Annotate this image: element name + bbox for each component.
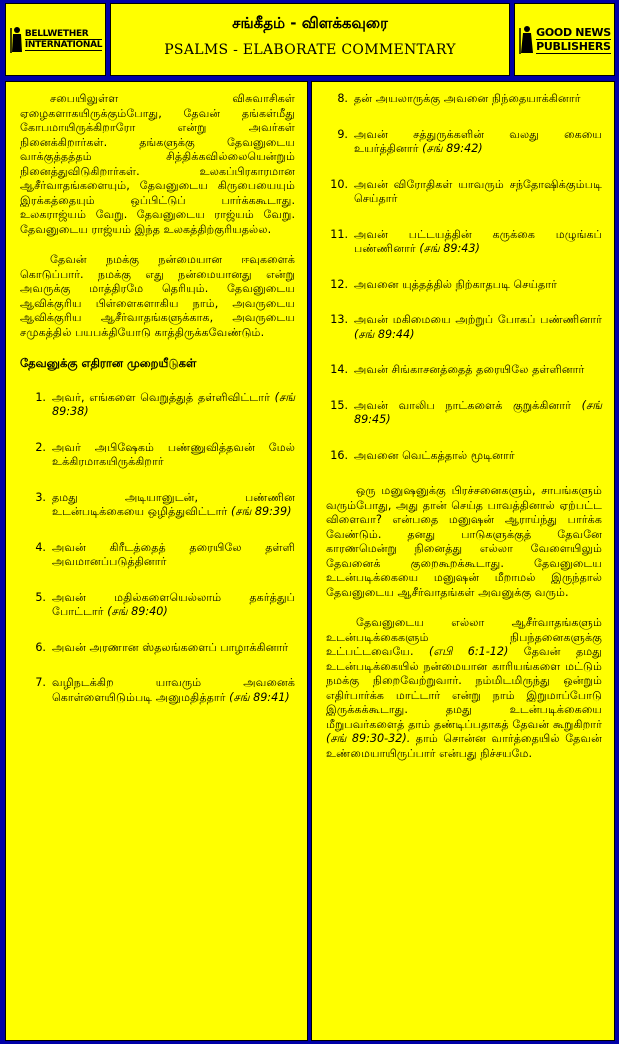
list-item: 14. அவன் சிங்காசனத்தைத் தரையிலே தள்ளினார் bbox=[330, 363, 585, 376]
list-item: 8. தன் அயலாருக்கு அவனை நிந்தையாக்கினார் bbox=[337, 92, 581, 105]
right-paragraph-1: ஒரு மனுஷனுக்கு பிரச்சனைகளும், சாபங்களும் வரும்போது, அது தான் செய்த பாவத்தினால் ஏற்பட்ட விளைவா? என்பதை மனுஷன் ஆராய்ந்து பார்க்க வேண்டும். தனது பாடுகளுக்குத் தேவனே காரணமென்று நினைத்து எல்லா வேளையிலும் தேவனைக் குறைகூறக்கூடாது. தேவனுடைய உடன்படிக்கையை மனுஷன் மீறாமல் இருந்தால் தேவனுடைய ஆசீர்வாதங்கள் அவனுக்கு வரும். bbox=[326, 484, 602, 599]
list-item: 5. அவன் மதில்களையெல்லாம் தகர்த்துப் போட்டார் (சங் 89:40) bbox=[35, 590, 295, 618]
list-item: 7. வழிநடக்கிற யாவரும் அவனைக் கொள்ளையிடும்படி அனுமதித்தார் (சங் 89:41) bbox=[35, 676, 295, 704]
list-item: 13. அவன் மகிமையை அற்றுப் போகப் பண்ணினார் (சங் 89:44) bbox=[330, 313, 602, 341]
list-item: 3. தமது அடியானுடன், பண்ணின உடன்படிக்கையை ஒழித்துவிட்டார் (சங் 89:39) bbox=[35, 490, 295, 518]
right-column bbox=[311, 81, 615, 1041]
right-logo-line1: GOOD NEWS bbox=[536, 25, 611, 39]
left-logo-line1: BELLWETHER bbox=[25, 29, 102, 40]
shepherd-figure-icon bbox=[518, 25, 534, 55]
list-item: 9. அவன் சத்துருக்களின் வலது கையை உயர்த்தினார் (சங் 89:42) bbox=[337, 127, 602, 155]
list-item: 2. அவர் அபிஷேகம் பண்ணுவித்தவன் மேல் உக்கிரமாகயிருக்கிறார் bbox=[35, 440, 295, 468]
section-heading: தேவனுக்கு எதிரான முறையீடுகள் bbox=[20, 356, 197, 370]
list-item: 4. அவன் கிரீடத்தைத் தரையிலே தள்ளி அவமானப்படுத்தினார் bbox=[35, 540, 295, 568]
right-paragraph-2: தேவனுடைய எல்லா ஆசீர்வாதங்களும் உடன்படிக்கைகளும் நிபந்தனைகளுக்கு உட்பட்டவையே. (எபி 6:1-12) தேவன் தமது உடன்படிக்கையில் நன்மையான காரியங்களை மட்டும் நமக்கு நிறைவேற்றுவார். நம்மிடமிருந்து ஒன்றும் எதிர்பார்க்க மாட்டார் என்று நாம் இறுமாப்போடு இருக்கக்கூடாது. தமது உடன்படிக்கையை மீறுபவர்களைத் தாம் தண்டிப்பதாகத் தேவன் கூறுகிறார் (சங் 89:30-32). தாம் சொன்ன வார்த்தையில் தேவன் உண்மையாயிருப்பார் என்பது நிச்சயமே. bbox=[326, 616, 602, 760]
list-item: 11. அவன் பட்டயத்தின் கருக்கை மழுங்கப் பண்ணினார் (சங் 89:43) bbox=[330, 227, 602, 255]
list-item: 1. அவர், எங்களை வெறுத்துத் தள்ளிவிட்டார் (சங் 89:38) bbox=[35, 390, 295, 418]
list-item: 16. அவனை வெட்கத்தால் மூடினார் bbox=[330, 448, 515, 462]
title-box bbox=[110, 3, 510, 76]
left-paragraph-2: தேவன் நமக்கு நன்மையான ஈவுகளைக் கொடுப்பார். நமக்கு எது நன்மையானது என்று அவருக்கு மாத்திரமே தெரியும். தேவனுடைய ஆவிக்குரிய பிள்ளைகளாகிய நாம், அவருடைய ஆவிக்குரிய ஆசீர்வாதங்களுக்காக, அவருடைய சமுகத்தில் பயபக்தியோடு காத்திருக்கவேண்டும். bbox=[20, 253, 295, 339]
good-news-logo bbox=[518, 25, 611, 55]
list-item: 6. அவன் அரணான ஸ்தலங்களைப் பாழாக்கினார் bbox=[35, 640, 289, 654]
shepherd-figure-icon bbox=[9, 26, 23, 54]
list-item: 10. அவன் விரோதிகள் யாவரும் சந்தோஷிக்கும்படி செய்தார் bbox=[330, 177, 602, 205]
complaint-list-left bbox=[20, 391, 295, 706]
bellwether-logo bbox=[9, 26, 102, 54]
left-logo-box bbox=[5, 3, 106, 76]
page-title-english: PSALMS - ELABORATE COMMENTARY bbox=[164, 42, 456, 58]
complaint-list-right bbox=[326, 92, 602, 463]
right-logo-box bbox=[514, 3, 615, 76]
left-logo-line2: INTERNATIONAL bbox=[24, 39, 103, 50]
left-paragraph-1: சபையிலுள்ள விசுவாசிகள் ஏழைகளாகயிருக்கும்போது, தேவன் தங்கள்மீது கோபமாயிருக்கிறாரோ என்று அவர்கள் நினைக்கிறார்கள். தங்களுக்கு தேவனுடைய வாக்குத்தத்தம் சித்திக்கவில்லையென்றும் நினைத்துவிடுகிறார்கள். உலகப்பிரகாரமான ஆசீர்வாதங்களையும், தேவனுடைய கிருபையையும் இரக்கத்தையும் ஒப்பிட்டுப் பார்க்ககூடாது. உலகராஜ்யம் வேறு. தேவனுடைய ராஜ்யம் வேறு. தேவனுடைய ராஜ்யம் இந்த உலகத்திற்குரியதல்ல. bbox=[20, 92, 295, 236]
left-column bbox=[5, 81, 308, 1041]
right-logo-line2: PUBLISHERS bbox=[536, 39, 611, 53]
page-title-tamil: சங்கீதம் - விளக்கவுரை bbox=[232, 14, 388, 32]
list-item: 15. அவன் வாலிப நாட்களைக் குறுக்கினார் (சங் 89:45) bbox=[330, 398, 602, 426]
list-item: 12. அவனை யுத்தத்தில் நிற்காதபடி செய்தார் bbox=[330, 277, 558, 291]
